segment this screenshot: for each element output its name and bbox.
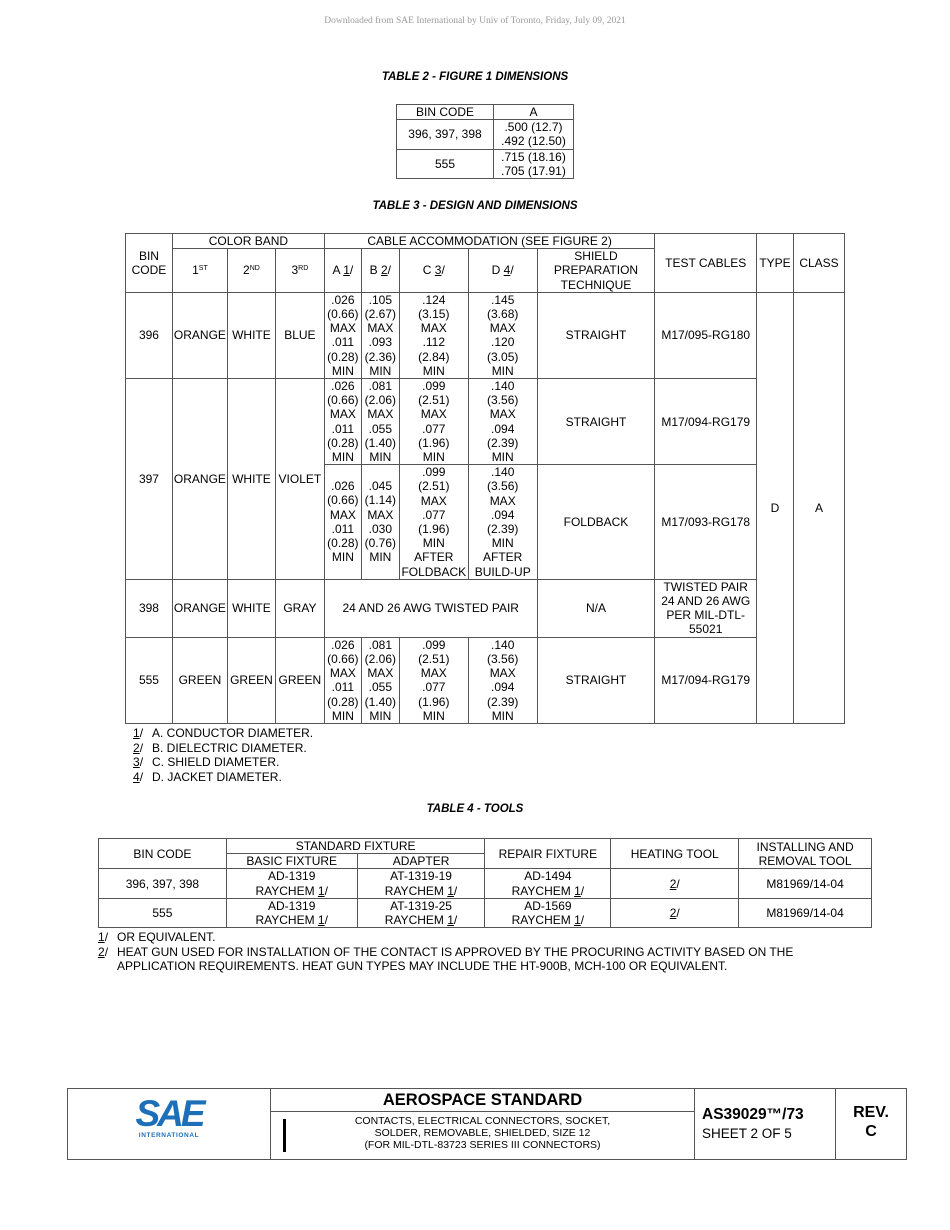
cell-line: (3.56) — [487, 393, 519, 408]
col-header-class: CLASS — [793, 234, 844, 293]
cell-line: .055 — [368, 421, 392, 436]
bin-cell: 396, 397, 398 — [397, 120, 494, 149]
bin-cell: 396, 397, 398 — [99, 869, 227, 898]
cell-line: (0.28) — [327, 435, 359, 450]
dim-b-cell — [361, 465, 399, 580]
cell-line: 24 AND 26 AWG — [661, 594, 751, 609]
dim-c-cell — [399, 637, 468, 723]
note-3: 3/ C. SHIELD DIAMETER. — [133, 755, 280, 769]
cell-line: (3.56) — [487, 651, 519, 666]
cell-line: MAX — [489, 493, 516, 508]
cell-line: MAX — [420, 407, 447, 422]
dim-a-cell — [324, 465, 361, 580]
revision: REV. C — [853, 1104, 889, 1140]
cell-line: MIN — [331, 550, 354, 565]
note-4: 4/ D. JACKET DIAMETER. — [133, 769, 282, 784]
dim-min: .492 (12.50) — [501, 134, 566, 149]
dim-d-cell — [468, 292, 537, 378]
cell-line: (1.96) — [418, 694, 450, 709]
dim-max: .500 (12.7) — [504, 120, 563, 135]
header-row-1 — [99, 839, 872, 854]
cell-line: (2.06) — [364, 651, 396, 666]
table-row — [397, 120, 574, 149]
cell-line: MAX — [489, 407, 516, 422]
band-3rd-cell: VIOLET — [275, 379, 324, 580]
dim-max: .715 (18.16) — [501, 149, 566, 164]
dim-min: .705 (17.91) — [501, 163, 566, 178]
table4 — [98, 838, 872, 928]
cell-line: (2.67) — [364, 307, 396, 322]
dim-a-cell — [494, 120, 574, 149]
cell-line: AFTER — [414, 550, 454, 565]
cell-line: MAX — [367, 507, 394, 522]
table3-notes — [133, 726, 313, 784]
cell-line: MAX — [489, 666, 516, 681]
cell-line: MIN — [331, 708, 354, 723]
dim-b-cell — [361, 292, 399, 378]
col-header-cable-accommodation: CABLE ACCOMMODATION (SEE FIGURE 2) — [324, 234, 654, 249]
cell-line: MIN — [369, 550, 392, 565]
table-row — [397, 149, 574, 178]
class-cell: A — [793, 292, 844, 723]
cell-line: .140 — [491, 465, 515, 480]
col-header-bin-code: BIN CODE — [397, 105, 494, 120]
cell-line: (1.14) — [364, 493, 396, 508]
cell-line: MAX — [367, 321, 394, 336]
band-2nd-cell: GREEN — [227, 637, 275, 723]
cell-line: MAX — [489, 321, 516, 336]
col-header-basic-fixture: BASIC FIXTURE — [226, 854, 357, 869]
cell-line: MAX — [420, 321, 447, 336]
dim-b-cell — [361, 379, 399, 465]
band-1st-cell: ORANGE — [172, 579, 227, 637]
cell-line: MAX — [329, 407, 356, 422]
bin-cell: 555 — [397, 149, 494, 178]
sheet-number: SHEET 2 OF 5 — [702, 1126, 792, 1141]
standard-title: AEROSPACE STANDARD — [271, 1089, 694, 1112]
col-header-band-2nd: 2ND — [227, 249, 275, 293]
table3 — [125, 233, 845, 724]
band-3rd-cell: BLUE — [275, 292, 324, 378]
cell-line: .112 — [422, 335, 446, 350]
band-2nd-cell: WHITE — [227, 292, 275, 378]
title-block — [67, 1088, 907, 1160]
cell-line: .026 — [331, 479, 355, 494]
type-cell: D — [757, 292, 794, 723]
installing-tool-cell: M81969/14-04 — [739, 869, 872, 898]
cell-line: PER MIL-DTL- — [666, 608, 746, 623]
col-header-a: A — [494, 105, 574, 120]
cell-line: (2.39) — [487, 435, 519, 450]
cell-line: (2.06) — [364, 393, 396, 408]
col-header-standard-fixture: STANDARD FIXTURE — [226, 839, 485, 854]
dim-c-cell — [399, 379, 468, 465]
cell-line: MIN — [369, 708, 392, 723]
document-description: CONTACTS, ELECTRICAL CONNECTORS, SOCKET, SOLDER, REMOVABLE, SHIELDED, SIZE 12 (FOR MIL-DTL-83723 SERIES III CONNECTORS) — [354, 1115, 611, 1151]
cell-line: .045 — [368, 479, 392, 494]
col-header-heating-tool: HEATING TOOL — [611, 839, 739, 869]
cable-accommodation-cell: 24 AND 26 AWG TWISTED PAIR — [324, 579, 537, 637]
cell-line: .093 — [368, 335, 392, 350]
col-header-type: TYPE — [757, 234, 794, 293]
installing-tool-cell: M81969/14-04 — [739, 898, 872, 927]
cell-line: .081 — [368, 379, 392, 394]
cell-line: .094 — [491, 680, 515, 695]
table-row-396 — [126, 292, 845, 378]
divider — [694, 1089, 695, 1159]
cell-line: .099 — [422, 379, 446, 394]
col-header-color-band: COLOR BAND — [172, 234, 324, 249]
cell-line: (2.51) — [418, 479, 450, 494]
cell-line: MIN — [422, 363, 445, 378]
note-1: 1/ OR EQUIVALENT. — [98, 930, 216, 944]
table4-title: TABLE 4 - TOOLS — [426, 803, 524, 815]
cell-line: MIN — [331, 363, 354, 378]
cell-line: (3.56) — [487, 479, 519, 494]
col-header-bin-code: BIN CODE — [99, 839, 227, 869]
table2 — [396, 104, 574, 179]
dim-a-cell — [494, 149, 574, 178]
cell-line: BUILD-UP — [474, 564, 531, 579]
table3-title: TABLE 3 - DESIGN AND DIMENSIONS — [372, 200, 578, 212]
cell-line: (2.51) — [418, 393, 450, 408]
dim-c-cell — [399, 465, 468, 580]
note-2: 2/ HEAT GUN USED FOR INSTALLATION OF THE CONTACT IS APPROVED BY THE PROCURING ACTIVITY BASED ON THE APPLICATION REQUIREMENTS. HEAT GUN TYPES MAY INCLUDE THE HT-900B, MCH-100 OR EQUIVALENT. — [98, 944, 794, 973]
band-1st-cell: GREEN — [172, 637, 227, 723]
cell-line: (0.28) — [327, 694, 359, 709]
cell-line: MIN — [491, 450, 514, 465]
cell-line: .077 — [422, 507, 446, 522]
adapter-cell: AT-1319-25 RAYCHEM 1/ — [357, 898, 485, 927]
cell-line: MAX — [420, 493, 447, 508]
cell-line: MIN — [369, 450, 392, 465]
test-cable-cell: M17/094-RG179 — [655, 637, 757, 723]
cell-line: (1.96) — [418, 522, 450, 537]
cell-line: 55021 — [689, 622, 723, 637]
band-1st-cell: ORANGE — [172, 379, 227, 580]
cell-line: .094 — [491, 421, 515, 436]
adapter-cell: AT-1319-19 RAYCHEM 1/ — [357, 869, 485, 898]
dim-d-cell — [468, 379, 537, 465]
test-cable-cell: M17/094-RG179 — [655, 379, 757, 465]
heating-tool-cell: 2/ — [611, 898, 739, 927]
sae-logo-subtitle: INTERNATIONAL — [138, 1132, 200, 1139]
cell-line: .026 — [331, 379, 355, 394]
repair-fixture-cell: AD-1494 RAYCHEM 1/ — [485, 869, 611, 898]
cell-line: (2.39) — [487, 694, 519, 709]
cell-line: .099 — [422, 637, 446, 652]
cell-line: (2.39) — [487, 522, 519, 537]
shield-prep-cell: FOLDBACK — [537, 465, 655, 580]
cell-line: (0.66) — [327, 393, 359, 408]
col-header-shield-prep: SHIELD PREPARATION TECHNIQUE — [537, 249, 655, 293]
cell-line: (1.40) — [364, 694, 396, 709]
col-header-installing-tool: INSTALLING AND REMOVAL TOOL — [739, 839, 872, 869]
col-header-c: C 3/ — [399, 249, 468, 293]
table-row-555 — [126, 637, 845, 723]
table-row-398 — [126, 579, 845, 637]
header-row-1 — [126, 234, 845, 249]
cell-line: MIN — [331, 450, 354, 465]
cell-line: .011 — [331, 521, 355, 536]
bin-cell: 555 — [126, 637, 173, 723]
cell-line: MIN — [491, 363, 514, 378]
cell-line: MAX — [420, 666, 447, 681]
cell-line: MAX — [329, 321, 356, 336]
col-header-b: B 2/ — [361, 249, 399, 293]
cell-line: (2.51) — [418, 651, 450, 666]
bin-cell: 397 — [126, 379, 173, 580]
band-3rd-cell: GREEN — [275, 637, 324, 723]
cell-line: (2.36) — [364, 349, 396, 364]
sae-logo — [68, 1089, 270, 1159]
cell-line: (3.15) — [418, 307, 450, 322]
cell-line: MIN — [422, 708, 445, 723]
dim-a-cell — [324, 292, 361, 378]
cell-line: .081 — [368, 637, 392, 652]
dim-a-cell — [324, 637, 361, 723]
cell-line: .120 — [491, 335, 515, 350]
cell-line: .094 — [491, 507, 515, 522]
document-number: AS39029™/73 — [702, 1106, 804, 1123]
col-header-adapter: ADAPTER — [357, 854, 485, 869]
cell-line: (0.66) — [327, 307, 359, 322]
shield-prep-cell: STRAIGHT — [537, 637, 655, 723]
cell-line: .026 — [331, 637, 355, 652]
cell-line: MAX — [367, 666, 394, 681]
cell-line: (0.28) — [327, 536, 359, 551]
sae-logo-mark: SAE — [135, 1093, 203, 1134]
note-1: 1/ A. CONDUCTOR DIAMETER. — [133, 726, 314, 740]
dim-d-cell — [468, 637, 537, 723]
cell-line: .140 — [491, 379, 515, 394]
col-header-repair-fixture: REPAIR FIXTURE — [485, 839, 611, 869]
dim-c-cell — [399, 292, 468, 378]
test-cable-cell: M17/093-RG178 — [655, 465, 757, 580]
cell-line: .124 — [422, 292, 446, 307]
dim-d-cell — [468, 465, 537, 580]
table-header-row — [397, 105, 574, 120]
cell-line: MIN — [369, 363, 392, 378]
table-row — [99, 898, 872, 927]
cell-line: (3.68) — [487, 307, 519, 322]
cell-line: (0.66) — [327, 651, 359, 666]
test-cable-cell: M17/095-RG180 — [655, 292, 757, 378]
cell-line: MAX — [329, 666, 356, 681]
cell-line: (0.76) — [364, 536, 396, 551]
bin-cell: 398 — [126, 579, 173, 637]
cell-line: .140 — [491, 637, 515, 652]
cell-line: .011 — [331, 335, 355, 350]
cell-line: .145 — [491, 292, 515, 307]
cell-line: .011 — [331, 680, 355, 695]
table4-notes — [98, 930, 858, 974]
note-2: 2/ B. DIELECTRIC DIAMETER. — [133, 740, 307, 755]
shield-prep-cell: STRAIGHT — [537, 292, 655, 378]
cell-line: (2.84) — [418, 349, 450, 364]
band-2nd-cell: WHITE — [227, 379, 275, 580]
col-header-a: A 1/ — [324, 249, 361, 293]
test-cable-cell — [655, 579, 757, 637]
col-header-band-3rd: 3RD — [275, 249, 324, 293]
cell-line: (1.40) — [364, 435, 396, 450]
cell-line: TWISTED PAIR — [663, 579, 748, 594]
cell-line: .011 — [331, 421, 355, 436]
repair-fixture-cell: AD-1569 RAYCHEM 1/ — [485, 898, 611, 927]
col-header-d: D 4/ — [468, 249, 537, 293]
col-header-bin-code: BIN CODE — [126, 234, 173, 293]
download-notice: Downloaded from SAE International by Univ of Toronto, Friday, July 09, 2021 — [324, 16, 626, 26]
dim-b-cell — [361, 637, 399, 723]
band-1st-cell: ORANGE — [172, 292, 227, 378]
cell-line: MIN — [422, 536, 445, 551]
cell-line: .099 — [422, 465, 446, 480]
cell-line: (0.66) — [327, 493, 359, 508]
cell-line: FOLDBACK — [401, 564, 467, 579]
cell-line: MIN — [422, 450, 445, 465]
band-3rd-cell: GRAY — [275, 579, 324, 637]
table-row-397-straight — [126, 379, 845, 465]
cell-line: .026 — [331, 292, 355, 307]
cell-line: .077 — [422, 421, 446, 436]
shield-prep-cell: N/A — [537, 579, 655, 637]
cell-line: .105 — [368, 292, 392, 307]
table2-title: TABLE 2 - FIGURE 1 DIMENSIONS — [381, 71, 569, 83]
cell-line: MIN — [491, 536, 514, 551]
cell-line: MAX — [367, 407, 394, 422]
shield-prep-cell: STRAIGHT — [537, 379, 655, 465]
bin-cell: 396 — [126, 292, 173, 378]
cell-line: .030 — [368, 521, 392, 536]
col-header-band-1st: 1ST — [172, 249, 227, 293]
cell-line: (0.28) — [327, 349, 359, 364]
cell-line: MAX — [329, 507, 356, 522]
cell-line: MIN — [491, 708, 514, 723]
heating-tool-cell: 2/ — [611, 869, 739, 898]
basic-fixture-cell: AD-1319 RAYCHEM 1/ — [226, 869, 357, 898]
band-2nd-cell: WHITE — [227, 579, 275, 637]
cell-line: (3.05) — [487, 349, 519, 364]
cell-line: .055 — [368, 680, 392, 695]
cell-line: AFTER — [483, 550, 523, 565]
col-header-test-cables: TEST CABLES — [655, 234, 757, 293]
dim-a-cell — [324, 379, 361, 465]
table-row — [99, 869, 872, 898]
bin-cell: 555 — [99, 898, 227, 927]
cell-line: .077 — [422, 680, 446, 695]
cell-line: (1.96) — [418, 435, 450, 450]
basic-fixture-cell: AD-1319 RAYCHEM 1/ — [226, 898, 357, 927]
